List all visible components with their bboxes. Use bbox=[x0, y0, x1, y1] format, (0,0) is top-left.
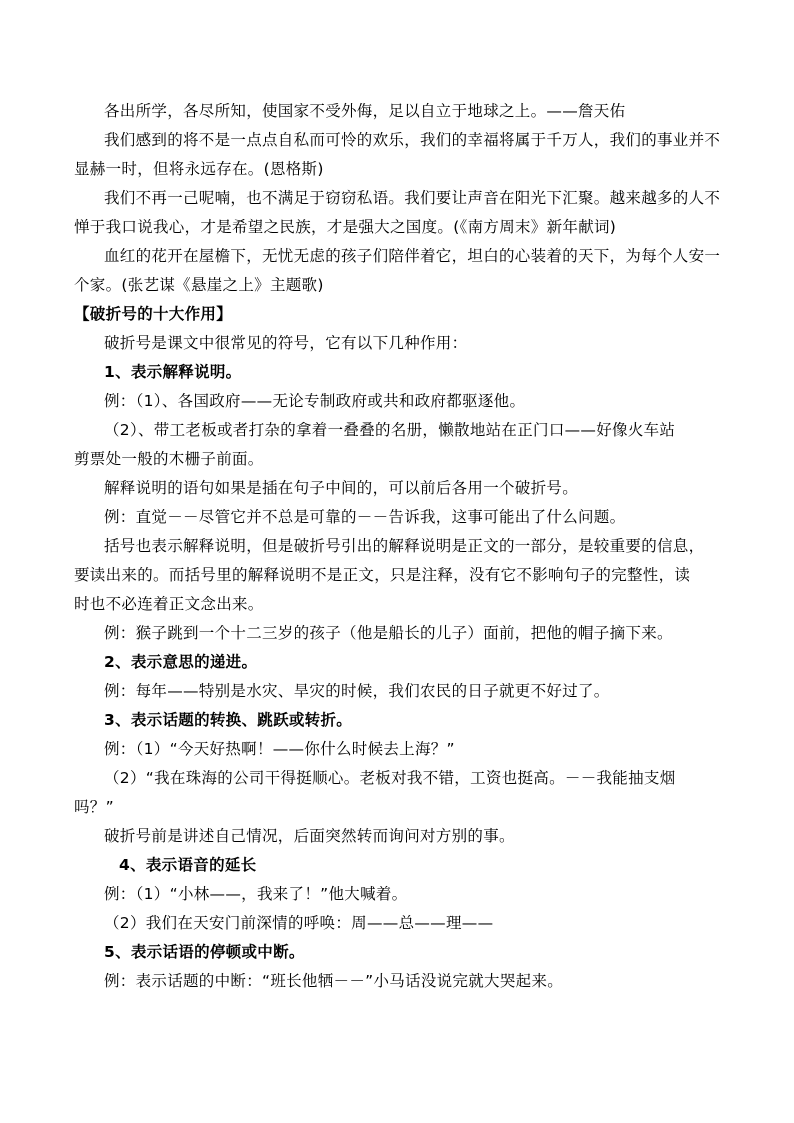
section-title: 【破折号的十大作用】 bbox=[74, 305, 233, 323]
use-1-note-1: 解释说明的语句如果是插在句子中间的，可以前后各用一个破折号。 bbox=[104, 479, 579, 497]
use-3-example-2-cont: 吗？” bbox=[74, 798, 114, 816]
quote-engels: 我们感到的将不是一点点自私而可怜的欢乐，我们的幸福将属于千万人，我们的事业并不 bbox=[104, 131, 721, 149]
use-3-example-1: 例：（1）“今天好热啊！——你什么时候去上海？” bbox=[104, 740, 455, 758]
use-5-heading: 5、表示话语的停顿或中断。 bbox=[104, 943, 305, 961]
use-1-note-2-cont-1: 要读出来的。而括号里的解释说明不是正文，只是注释，没有它不影响句子的完整性，读 bbox=[74, 566, 691, 584]
use-1-example-1: 例：（1）、各国政府——无论专制政府或共和政府都驱逐他。 bbox=[104, 392, 526, 410]
use-4-example-2: （2）我们在天安门前深情的呼唤：周——总——理—— bbox=[104, 914, 494, 932]
use-1-example-2-cont: 剪票处一般的木栅子前面。 bbox=[74, 450, 264, 468]
quote-southern-weekend-cont: 惮于我口说我心，才是希望之民族，才是强大之国度。(《南方周末》新年献词) bbox=[74, 218, 617, 236]
use-4-heading: 4、表示语音的延长 bbox=[119, 856, 257, 874]
use-4-example-1: 例：（1）“小林——，我来了！”他大喊着。 bbox=[104, 885, 408, 903]
use-1-example-3: 例：直觉－－尽管它并不总是可靠的－－告诉我，这事可能出了什么问题。 bbox=[104, 508, 626, 526]
use-3-heading: 3、表示话题的转换、跳跃或转折。 bbox=[104, 711, 353, 729]
quote-engels-cont: 显赫一时，但将永远存在。(恩格斯) bbox=[74, 160, 324, 178]
intro-paragraph: 破折号是课文中很常见的符号，它有以下几种作用： bbox=[104, 334, 468, 352]
use-2-example-1: 例：每年——特别是水灾、旱灾的时候，我们农民的日子就更不好过了。 bbox=[104, 682, 610, 700]
use-3-example-2: （2）“我在珠海的公司干得挺顺心。老板对我不错，工资也挺高。－－我能抽支烟 bbox=[104, 769, 676, 787]
quote-cliff-walkers: 血红的花开在屋檐下，无忧无虑的孩子们陪伴着它，坦白的心装着的天下，为每个人安一 bbox=[104, 247, 721, 265]
use-1-example-2: （2）、带工老板或者打杂的拿着一叠叠的名册，懒散地站在正门口——好像火车站 bbox=[104, 421, 676, 439]
use-1-note-2-cont-2: 时也不必连着正文念出来。 bbox=[74, 595, 264, 613]
use-1-heading: 1、表示解释说明。 bbox=[104, 363, 242, 381]
use-1-example-4: 例：猴子跳到一个十二三岁的孩子（他是船长的儿子）面前，把他的帽子摘下来。 bbox=[104, 624, 673, 642]
use-3-note-1: 破折号前是讲述自己情况，后面突然转而询问对方别的事。 bbox=[104, 827, 515, 845]
quote-cliff-walkers-cont: 个家。(张艺谋《悬崖之上》主题歌) bbox=[74, 276, 324, 294]
use-5-example-1: 例：表示话题的中断：“班长他牺－－”小马话没说完就大哭起来。 bbox=[104, 972, 564, 990]
quote-zhan-tianyou: 各出所学，各尽所知，使国家不受外侮，足以自立于地球之上。——詹天佑 bbox=[104, 102, 626, 120]
use-2-heading: 2、表示意思的递进。 bbox=[104, 653, 258, 671]
use-1-note-2: 括号也表示解释说明，但是破折号引出的解释说明是正文的一部分，是较重要的信息， bbox=[104, 537, 705, 555]
quote-southern-weekend: 我们不再一己呢喃，也不满足于窃窃私语。我们要让声音在阳光下汇聚。越来越多的人不 bbox=[104, 189, 721, 207]
